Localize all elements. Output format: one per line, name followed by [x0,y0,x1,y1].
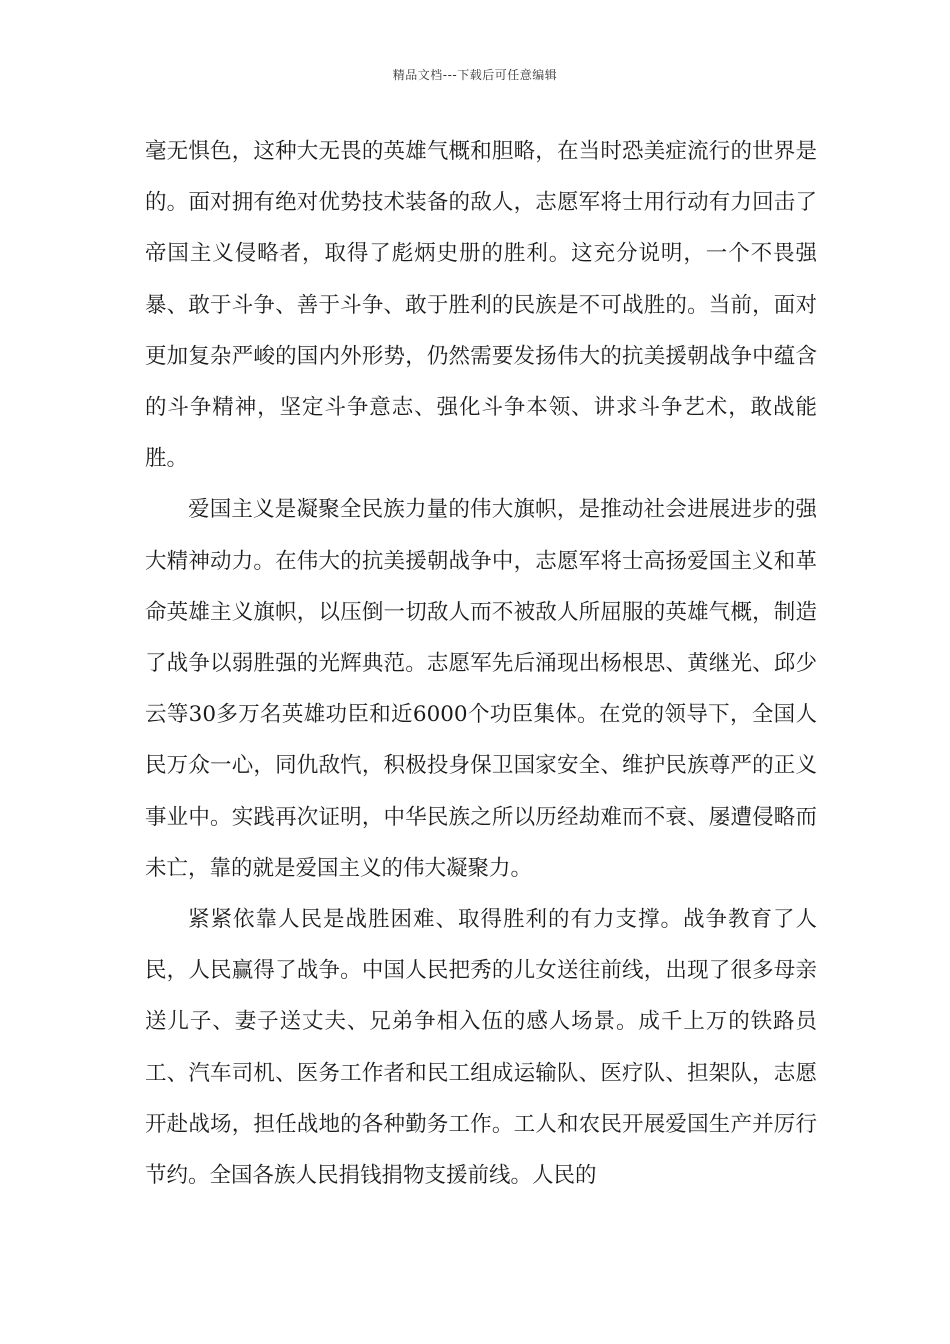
paragraph-1: 毫无惧色，这种大无畏的英雄气概和胆略，在当时恐美症流行的世界是的。面对拥有绝对优势技术装备的敌人，志愿军将士用行动有力回击了帝国主义侵略者，取得了彪炳史册的胜利。这充分说明，一个不畏强暴、敢于斗争、善于斗争、敢于胜利的民族是不可战胜的。当前，面对更加复杂严峻的国内外形势，仍然需要发扬伟大的抗美援朝战争中蕴含的斗争精神，坚定斗争意志、强化斗争本领、讲求斗争艺术，敢战能胜。 [145,139,817,472]
page-header: 精品文档---下载后可任意编辑 [392,68,558,82]
paragraph-2: 爱国主义是凝聚全民族力量的伟大旗帜，是推动社会进展进步的强大精神动力。在伟大的抗美援朝战争中，志愿军将士高扬爱国主义和革命英雄主义旗帜，以压倒一切敌人而不被敌人所屈服的英雄气概，制造了战争以弱胜强的光辉典范。志愿军先后涌现出杨根思、黄继光、邱少云等30多万名英雄功臣和近6000个功臣集体。在党的领导下，全国人民万众一心，同仇敌忾，积极投身保卫国家安全、维护民族尊严的正义事业中。实践再次证明，中华民族之所以历经劫难而不衰、屡遭侵略而未亡，靠的就是爱国主义的伟大凝聚力。 [145,497,817,881]
document-body [145,126,817,1201]
paragraph-3: 紧紧依靠人民是战胜困难、取得胜利的有力支撑。战争教育了人民，人民赢得了战争。中国人民把秀的儿女送往前线，出现了很多母亲送儿子、妻子送丈夫、兄弟争相入伍的感人场景。成千上万的铁路员工、汽车司机、医务工作者和民工组成运输队、医疗队、担架队，志愿开赴战场，担任战地的各种勤务工作。工人和农民开展爱国生产并厉行节约。全国各族人民捐钱捐物支援前线。人民的 [145,907,817,1189]
